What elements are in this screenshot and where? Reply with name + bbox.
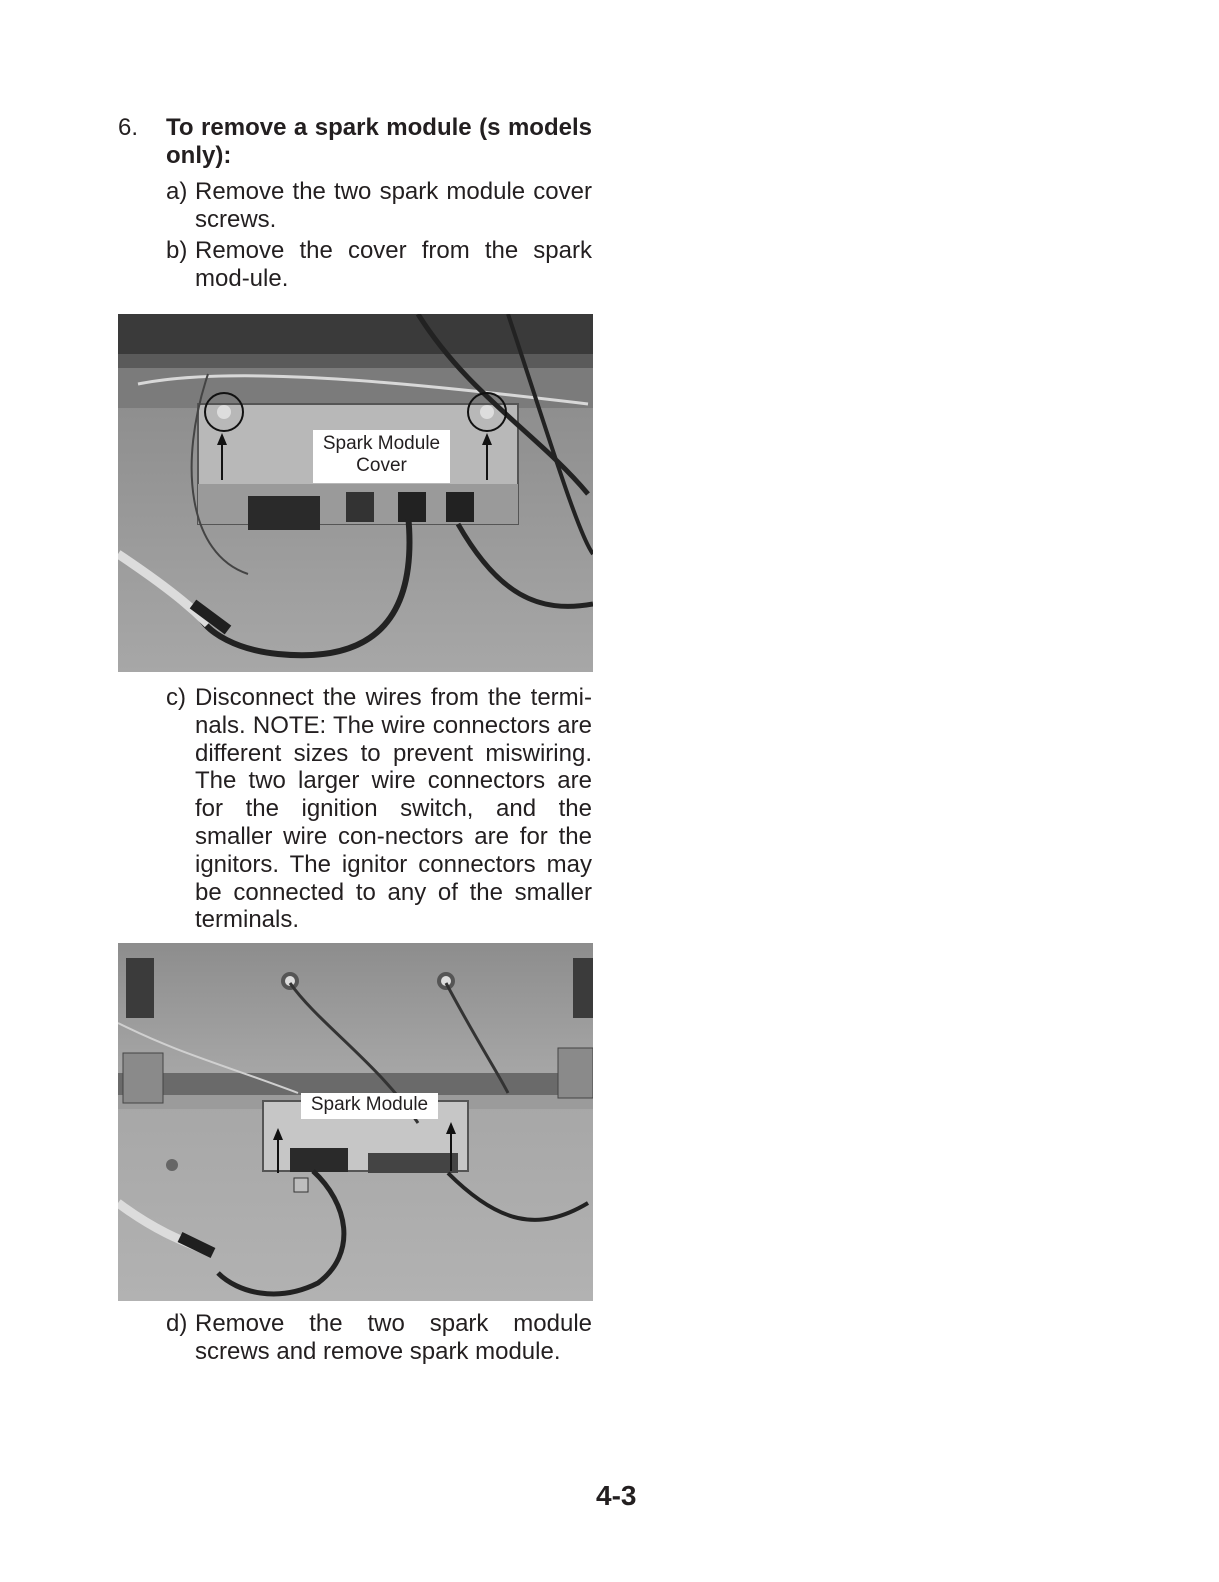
spark-module-cover-photo: [118, 314, 593, 672]
callout-line-1: Spark Module: [322, 433, 441, 454]
list-item-label: a): [166, 178, 188, 205]
list-item-d: [166, 1310, 592, 1366]
list-item-label: c): [166, 684, 186, 711]
list-item-label: d): [166, 1310, 188, 1337]
list-item-text: Remove the two spark module screws and remove spark module.: [195, 1310, 592, 1365]
list-item-text: Remove the cover from the spark mod-ule.: [195, 237, 592, 292]
list-item-b: [166, 237, 592, 293]
photo-illustration: [118, 943, 593, 1301]
step-number: 6.: [118, 114, 139, 141]
photo-illustration: [118, 314, 593, 672]
callout-line-2: Cover: [356, 455, 407, 476]
list-item-text: Disconnect the wires from the termi-nals. NOTE: The wire connectors are different sizes to prevent miswiring. The two larger wire connectors are for the ignition switch, and the smaller wire con-nectors are for the ignitors. The ignitor connectors may be connected to any of the smaller terminals.: [195, 684, 592, 934]
spark-module-photo: [118, 943, 593, 1301]
list-item-c: [166, 684, 592, 934]
step-heading: To remove a spark module (s models only):: [166, 114, 592, 169]
spark-module-callout: Spark Module: [301, 1093, 438, 1119]
spark-module-cover-callout: [313, 430, 450, 483]
list-item-text: Remove the two spark module cover screws.: [195, 178, 592, 233]
list-item-label: b): [166, 237, 188, 264]
page-number: 4-3: [596, 1480, 637, 1511]
list-item-a: [166, 178, 592, 234]
